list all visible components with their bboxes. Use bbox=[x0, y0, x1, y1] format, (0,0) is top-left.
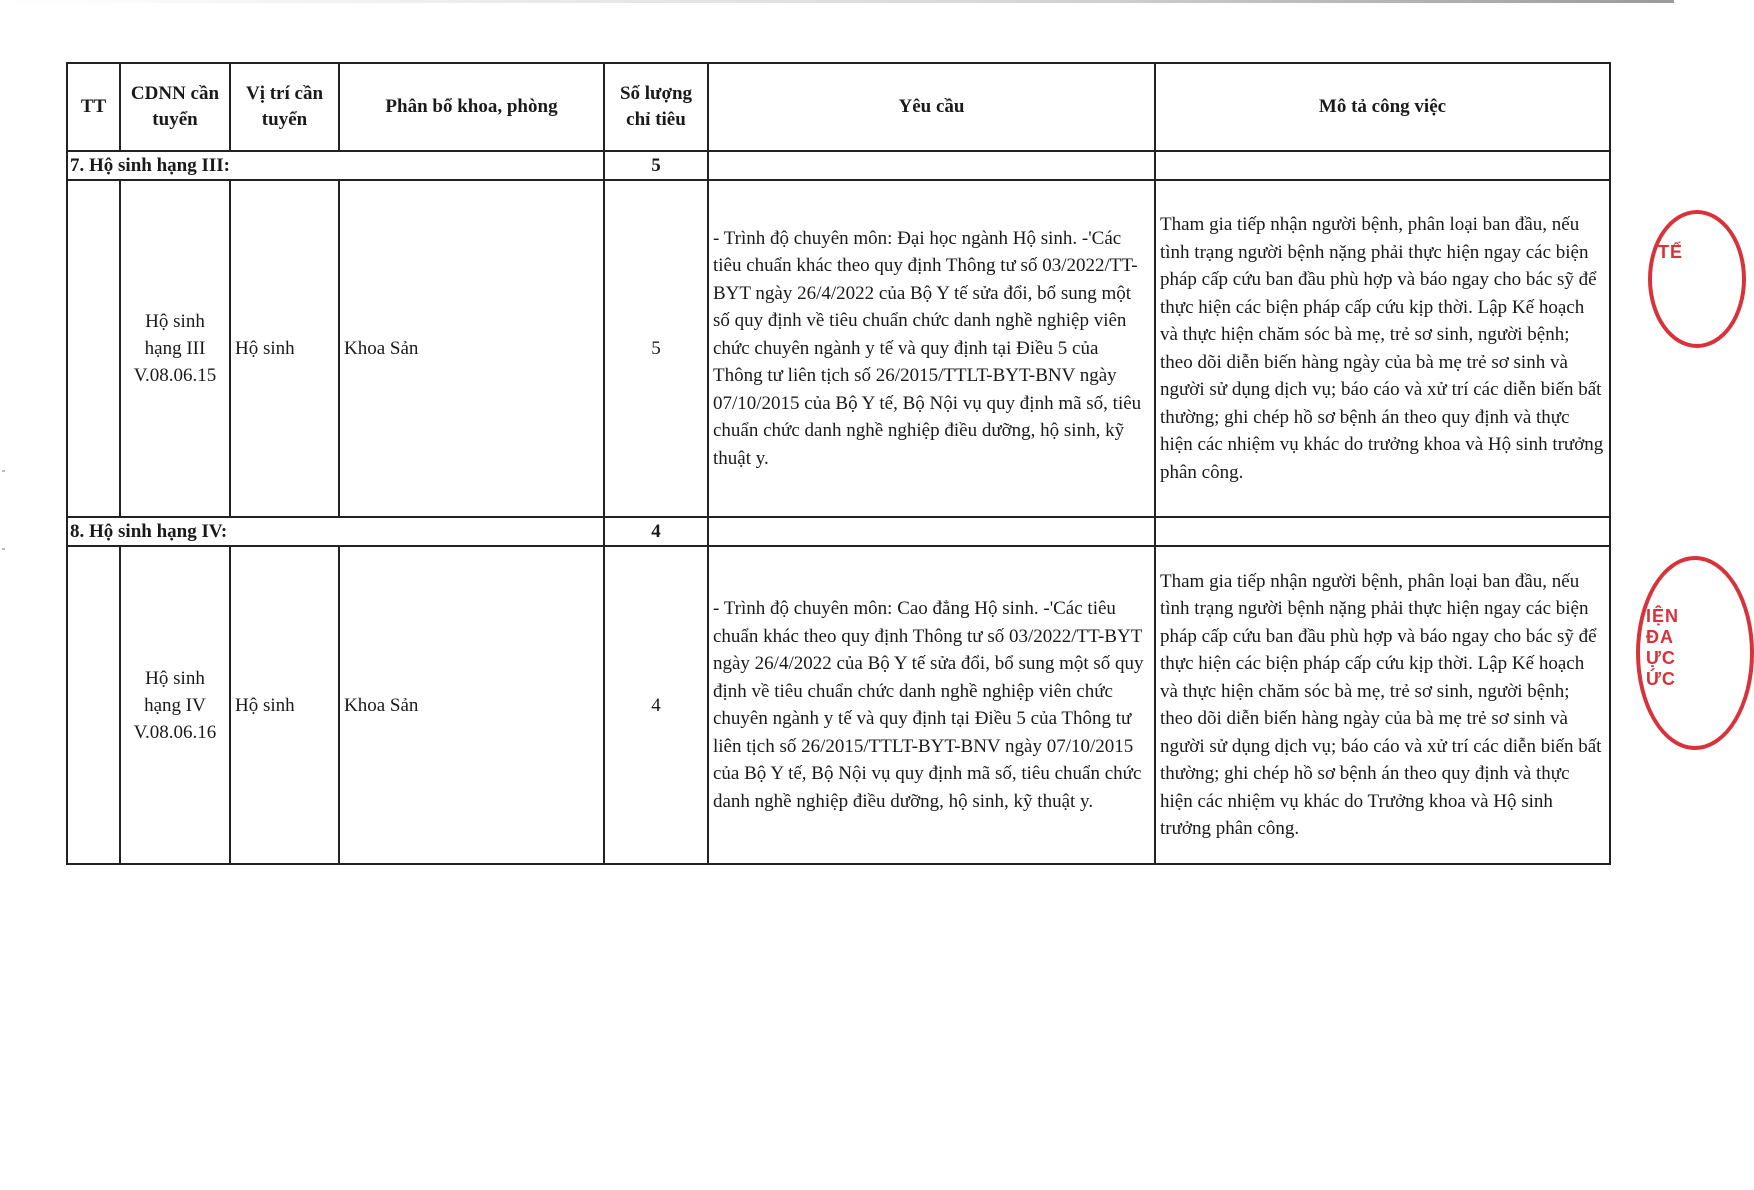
header-quota: Số lượng chỉ tiêu bbox=[604, 63, 708, 151]
cell-tt bbox=[67, 180, 120, 517]
group-quota: 4 bbox=[604, 517, 708, 546]
group-empty-cell bbox=[708, 151, 1155, 180]
stamp-text: IỆN ĐA ỰC ỨC bbox=[1646, 606, 1680, 689]
group-title: 8. Hộ sinh hạng IV: bbox=[67, 517, 339, 546]
cell-tt bbox=[67, 546, 120, 864]
cell-department: Khoa Sản bbox=[339, 180, 604, 517]
cell-quota: 4 bbox=[604, 546, 708, 864]
scan-speck bbox=[2, 548, 5, 550]
group-empty-cell bbox=[708, 517, 1155, 546]
scan-speck bbox=[2, 470, 5, 472]
scan-edge bbox=[0, 0, 1674, 3]
group-quota: 5 bbox=[604, 151, 708, 180]
header-requirements: Yêu cầu bbox=[708, 63, 1155, 151]
group-title: 7. Hộ sinh hạng III: bbox=[67, 151, 339, 180]
cell-department: Khoa Sản bbox=[339, 546, 604, 864]
group-empty-cell bbox=[1155, 517, 1610, 546]
header-row bbox=[67, 63, 1610, 151]
cell-requirements: - Trình độ chuyên môn: Đại học ngành Hộ sinh. -'Các tiêu chuẩn khác theo quy định Thông tư số 03/2022/TT-BYT ngày 26/4/2022 của Bộ Y tế sửa đổi, bổ sung một số quy định về tiêu chuẩn chức danh nghề nghiệp viên chức chuyên ngành y tế và quy định tại Điều 5 của Thông tư liên tịch số 26/2015/TTLT-BYT-BNV ngày 07/10/2015 của Bộ Y tế, Bộ Nội vụ quy định mã số, tiêu chuẩn chức danh nghề nghiệp điều dưỡng, hộ sinh, kỹ thuật y. bbox=[708, 180, 1155, 517]
group-row-hang-iii bbox=[67, 151, 1610, 180]
header-department: Phân bổ khoa, phòng bbox=[339, 63, 604, 151]
cell-requirements: - Trình độ chuyên môn: Cao đẳng Hộ sinh. -'Các tiêu chuẩn khác theo quy định Thông tư số 03/2022/TT-BYT ngày 26/4/2022 của Bộ Y tế sửa đổi, bổ sung một số quy định về tiêu chuẩn chức danh nghề nghiệp viên chức chuyên ngành y tế và quy định tại Điều 5 của Thông tư liên tịch số 26/2015/TTLT-BYT-BNV ngày 07/10/2015 của Bộ Y tế, Bộ Nội vụ quy định mã số, tiêu chuẩn chức danh nghề nghiệp điều dưỡng, hộ sinh, kỹ thuật y. bbox=[708, 546, 1155, 864]
group-row-hang-iv bbox=[67, 517, 1610, 546]
header-description: Mô tả công việc bbox=[1155, 63, 1610, 151]
header-position: Vị trí cần tuyển bbox=[230, 63, 339, 151]
stamp-text: TẾ bbox=[1658, 242, 1684, 262]
cell-description: Tham gia tiếp nhận người bệnh, phân loại ban đầu, nếu tình trạng người bệnh nặng phải thực hiện ngay các biện pháp cấp cứu ban đầu phù hợp và báo ngay cho bác sỹ để thực hiện các biện pháp cấp cứu kịp thời. Lập Kế hoạch và thực hiện chăm sóc bà mẹ, trẻ sơ sinh, người bệnh; theo dõi diễn biến hàng ngày của bà mẹ trẻ sơ sinh và người sử dụng dịch vụ; báo cáo và xử trí các diễn biến bất thường; ghi chép hồ sơ bệnh án theo quy định và thực hiện các nhiệm vụ khác do trưởng khoa và Hộ sinh trưởng phân công. bbox=[1155, 180, 1610, 517]
group-empty-cell bbox=[1155, 151, 1610, 180]
official-stamp-bottom bbox=[1636, 556, 1754, 750]
cell-position: Hộ sinh bbox=[230, 546, 339, 864]
official-stamp-top bbox=[1648, 210, 1746, 348]
table-row bbox=[67, 546, 1610, 864]
recruitment-table bbox=[66, 62, 1611, 865]
cell-quota: 5 bbox=[604, 180, 708, 517]
cell-cdnn: Hộ sinh hạng III V.08.06.15 bbox=[120, 180, 230, 517]
table-row bbox=[67, 180, 1610, 517]
group-empty-cell bbox=[339, 517, 604, 546]
header-tt: TT bbox=[67, 63, 120, 151]
header-cdnn: CDNN cần tuyển bbox=[120, 63, 230, 151]
group-empty-cell bbox=[339, 151, 604, 180]
cell-position: Hộ sinh bbox=[230, 180, 339, 517]
cell-description: Tham gia tiếp nhận người bệnh, phân loại ban đầu, nếu tình trạng người bệnh nặng phải thực hiện ngay các biện pháp cấp cứu ban đầu phù hợp và báo ngay cho bác sỹ để thực hiện các biện pháp cấp cứu kịp thời. Lập Kế hoạch và thực hiện chăm sóc bà mẹ, trẻ sơ sinh, người bệnh; theo dõi diễn biến hàng ngày của bà mẹ trẻ sơ sinh và người sử dụng dịch vụ; báo cáo và xử trí các diễn biến bất thường; ghi chép hồ sơ bệnh án theo quy định và thực hiện các nhiệm vụ khác do Trưởng khoa và Hộ sinh trưởng phân công. bbox=[1155, 546, 1610, 864]
cell-cdnn: Hộ sinh hạng IV V.08.06.16 bbox=[120, 546, 230, 864]
